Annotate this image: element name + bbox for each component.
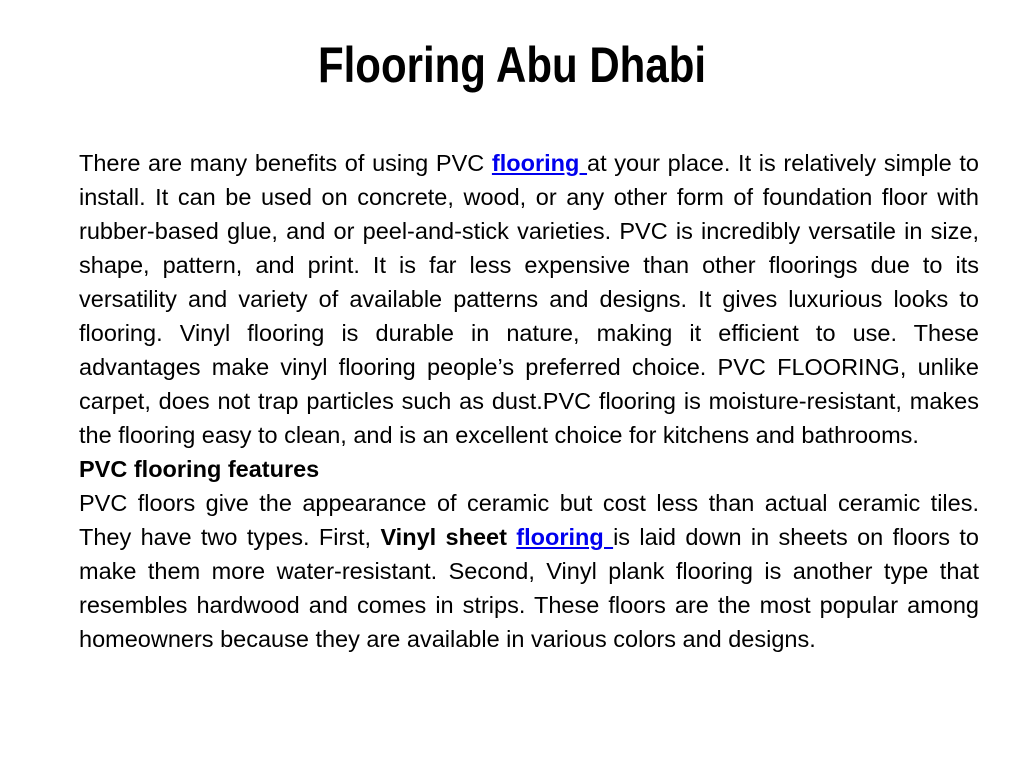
- intro-text-rest: at your place. It is relatively simple to install. It can be used on concrete, wood, or any other form of foundation floor with rubber-based glue, and or peel-and-stick varieties. PVC is incredibly versatile in size, shape, pattern, and print. It is far less expensive than other floorings due to its versatility and variety of available patterns and designs. It gives luxurious looks to flooring. Vinyl flooring is durable in nature, making it efficient to use. These advantages make vinyl flooring people’s preferred choice. PVC FLOORING, unlike carpet, does not trap particles such as dust.PVC flooring is moisture-resistant, makes the flooring easy to clean, and is an excellent choice for kitchens and bathrooms.: [79, 150, 979, 448]
- vinyl-sheet-bold: Vinyl sheet: [380, 524, 517, 550]
- slide-title: Flooring Abu Dhabi: [317, 37, 707, 93]
- flooring-link-2[interactable]: flooring: [516, 524, 614, 550]
- features-paragraph: [79, 486, 979, 656]
- intro-text-start: There are many benefits of using PVC: [79, 150, 492, 176]
- features-heading: PVC flooring features: [79, 456, 320, 482]
- slide-body: [79, 146, 979, 656]
- intro-paragraph: [79, 146, 979, 452]
- flooring-link-1[interactable]: flooring: [491, 150, 588, 176]
- features-text-start: PVC floors give the appearance of ceramic but cost less than actual ceramic tiles. They have two types. First,: [79, 490, 979, 550]
- features-text-rest: is laid down in sheets on floors to make them more water-resistant. Second, Vinyl plank flooring is another type that resembles hardwood and comes in strips. These floors are the most popular among homeowners because they are available in various colors and designs.: [79, 524, 979, 652]
